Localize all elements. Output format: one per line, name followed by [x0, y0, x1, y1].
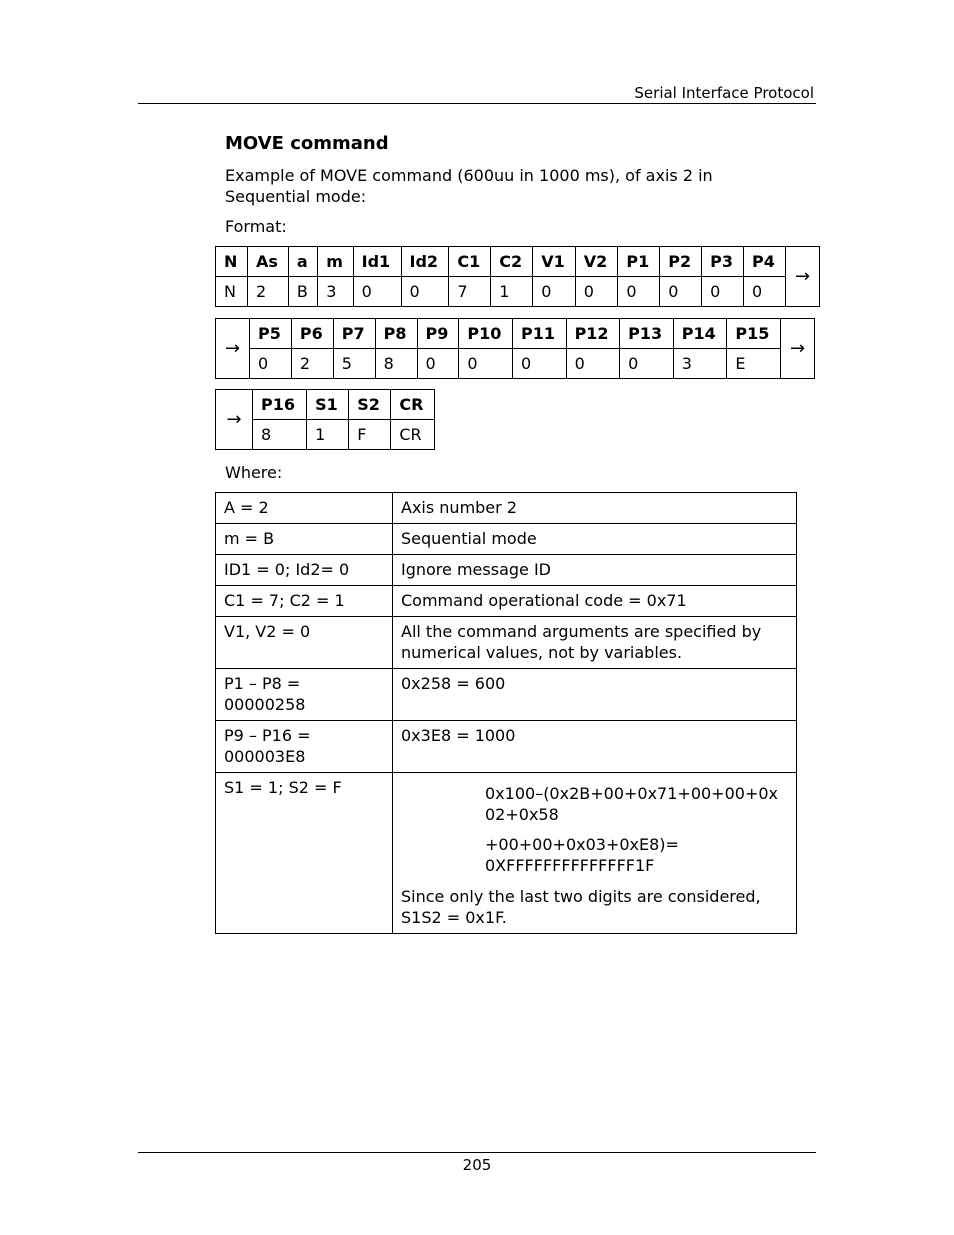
format-value-cell: 1 — [491, 277, 533, 307]
format-header-cell: N — [216, 247, 248, 277]
format-value-cell: 8 — [375, 349, 417, 379]
description-cell: Command operational code = 0x71 — [393, 586, 797, 617]
continue-arrow-icon: → — [216, 390, 253, 450]
format-header-cell: P6 — [291, 319, 333, 349]
format-header-cell: P7 — [333, 319, 375, 349]
table-row — [216, 669, 797, 721]
format-header-cell: S1 — [307, 390, 349, 420]
format-value-cell: B — [288, 277, 317, 307]
format-header-cell: P2 — [660, 247, 702, 277]
format-table-1 — [215, 246, 820, 307]
format-value-cell: E — [727, 349, 781, 379]
checksum-row — [216, 773, 797, 934]
param-cell: V1, V2 = 0 — [216, 617, 393, 669]
format-value-cell: 3 — [673, 349, 727, 379]
intro-paragraph: Example of MOVE command (600uu in 1000 ms), of axis 2 in Sequential mode: — [225, 166, 713, 206]
format-header-row — [216, 247, 820, 277]
table-row — [216, 617, 797, 669]
format-value-cell: 0 — [618, 277, 660, 307]
format-value-cell: 0 — [702, 277, 744, 307]
checksum-note: Since only the last two digits are considered, S1S2 = 0x1F. — [401, 887, 761, 927]
format-value-cell: 0 — [401, 277, 449, 307]
format-value-cell: 0 — [512, 349, 566, 379]
format-value-cell: 0 — [744, 277, 786, 307]
format-header-cell: V2 — [575, 247, 618, 277]
format-header-cell: P9 — [417, 319, 459, 349]
format-header-cell: m — [318, 247, 353, 277]
format-header-row — [216, 390, 435, 420]
page-number: 205 — [462, 1156, 492, 1174]
table-row — [216, 555, 797, 586]
format-value-cell: 2 — [247, 277, 288, 307]
format-header-cell: C1 — [449, 247, 491, 277]
table-row — [216, 586, 797, 617]
checksum-calculation — [401, 783, 788, 876]
footer-rule — [138, 1152, 816, 1153]
where-label: Where: — [225, 463, 283, 482]
format-header-cell: V1 — [533, 247, 576, 277]
format-header-cell: C2 — [491, 247, 533, 277]
format-value-cell: 0 — [660, 277, 702, 307]
format-header-cell: CR — [391, 390, 435, 420]
format-table-3 — [215, 389, 435, 450]
format-header-cell: a — [288, 247, 317, 277]
format-value-cell: 3 — [318, 277, 353, 307]
format-value-cell: CR — [391, 420, 435, 450]
table-row — [216, 493, 797, 524]
format-header-cell: P11 — [512, 319, 566, 349]
header-title: Serial Interface Protocol — [634, 84, 814, 102]
format-value-cell: 5 — [333, 349, 375, 379]
format-value-cell: 0 — [459, 349, 513, 379]
continue-arrow-icon: → — [786, 247, 820, 307]
format-table-2 — [215, 318, 815, 379]
description-cell: All the command arguments are specified by numerical values, not by variables. — [393, 617, 797, 669]
continue-arrow-icon: → — [781, 319, 815, 379]
format-value-cell: N — [216, 277, 248, 307]
format-value-cell: 0 — [566, 349, 620, 379]
table-row — [216, 524, 797, 555]
section-heading: MOVE command — [225, 133, 389, 154]
format-label: Format: — [225, 217, 287, 236]
description-cell: Ignore message ID — [393, 555, 797, 586]
format-value-cell: 0 — [353, 277, 401, 307]
param-cell: ID1 = 0; Id2= 0 — [216, 555, 393, 586]
format-header-cell: P15 — [727, 319, 781, 349]
format-value-cell: 0 — [533, 277, 576, 307]
format-value-cell: 0 — [575, 277, 618, 307]
format-value-cell: 0 — [417, 349, 459, 379]
format-header-cell: P14 — [673, 319, 727, 349]
param-cell: C1 = 7; C2 = 1 — [216, 586, 393, 617]
format-header-cell: Id1 — [353, 247, 401, 277]
param-cell: P1 – P8 = 00000258 — [216, 669, 393, 721]
format-header-cell: Id2 — [401, 247, 449, 277]
continue-arrow-icon: → — [216, 319, 250, 379]
checksum-calc-line-1: 0x100–(0x2B+00+0x71+00+00+0x02+0x58 — [485, 784, 778, 824]
format-header-cell: P3 — [702, 247, 744, 277]
format-value-cell: 1 — [307, 420, 349, 450]
format-header-cell: P16 — [253, 390, 307, 420]
description-cell: Axis number 2 — [393, 493, 797, 524]
description-cell: 0x258 = 600 — [393, 669, 797, 721]
param-cell: P9 – P16 = 000003E8 — [216, 721, 393, 773]
checksum-calc-line-2: +00+00+0x03+0xE8)= 0XFFFFFFFFFFFFFF1F — [485, 835, 679, 875]
checksum-description-cell — [393, 773, 797, 934]
format-header-cell: P13 — [620, 319, 674, 349]
format-value-row — [216, 349, 815, 379]
format-value-cell: 7 — [449, 277, 491, 307]
format-header-cell: P8 — [375, 319, 417, 349]
format-value-cell: 2 — [291, 349, 333, 379]
format-header-cell: P12 — [566, 319, 620, 349]
param-cell: A = 2 — [216, 493, 393, 524]
format-value-cell: F — [349, 420, 391, 450]
format-header-cell: P1 — [618, 247, 660, 277]
header-rule — [138, 103, 816, 104]
description-cell: Sequential mode — [393, 524, 797, 555]
table-row — [216, 721, 797, 773]
format-value-row — [216, 277, 820, 307]
description-cell: 0x3E8 = 1000 — [393, 721, 797, 773]
format-value-cell: 8 — [253, 420, 307, 450]
format-value-cell: 0 — [620, 349, 674, 379]
format-header-cell: P10 — [459, 319, 513, 349]
format-header-cell: P4 — [744, 247, 786, 277]
param-cell: m = B — [216, 524, 393, 555]
format-header-cell: S2 — [349, 390, 391, 420]
format-value-cell: 0 — [250, 349, 292, 379]
format-header-row — [216, 319, 815, 349]
format-header-cell: As — [247, 247, 288, 277]
where-table — [215, 492, 797, 934]
param-cell: S1 = 1; S2 = F — [216, 773, 393, 934]
format-header-cell: P5 — [250, 319, 292, 349]
